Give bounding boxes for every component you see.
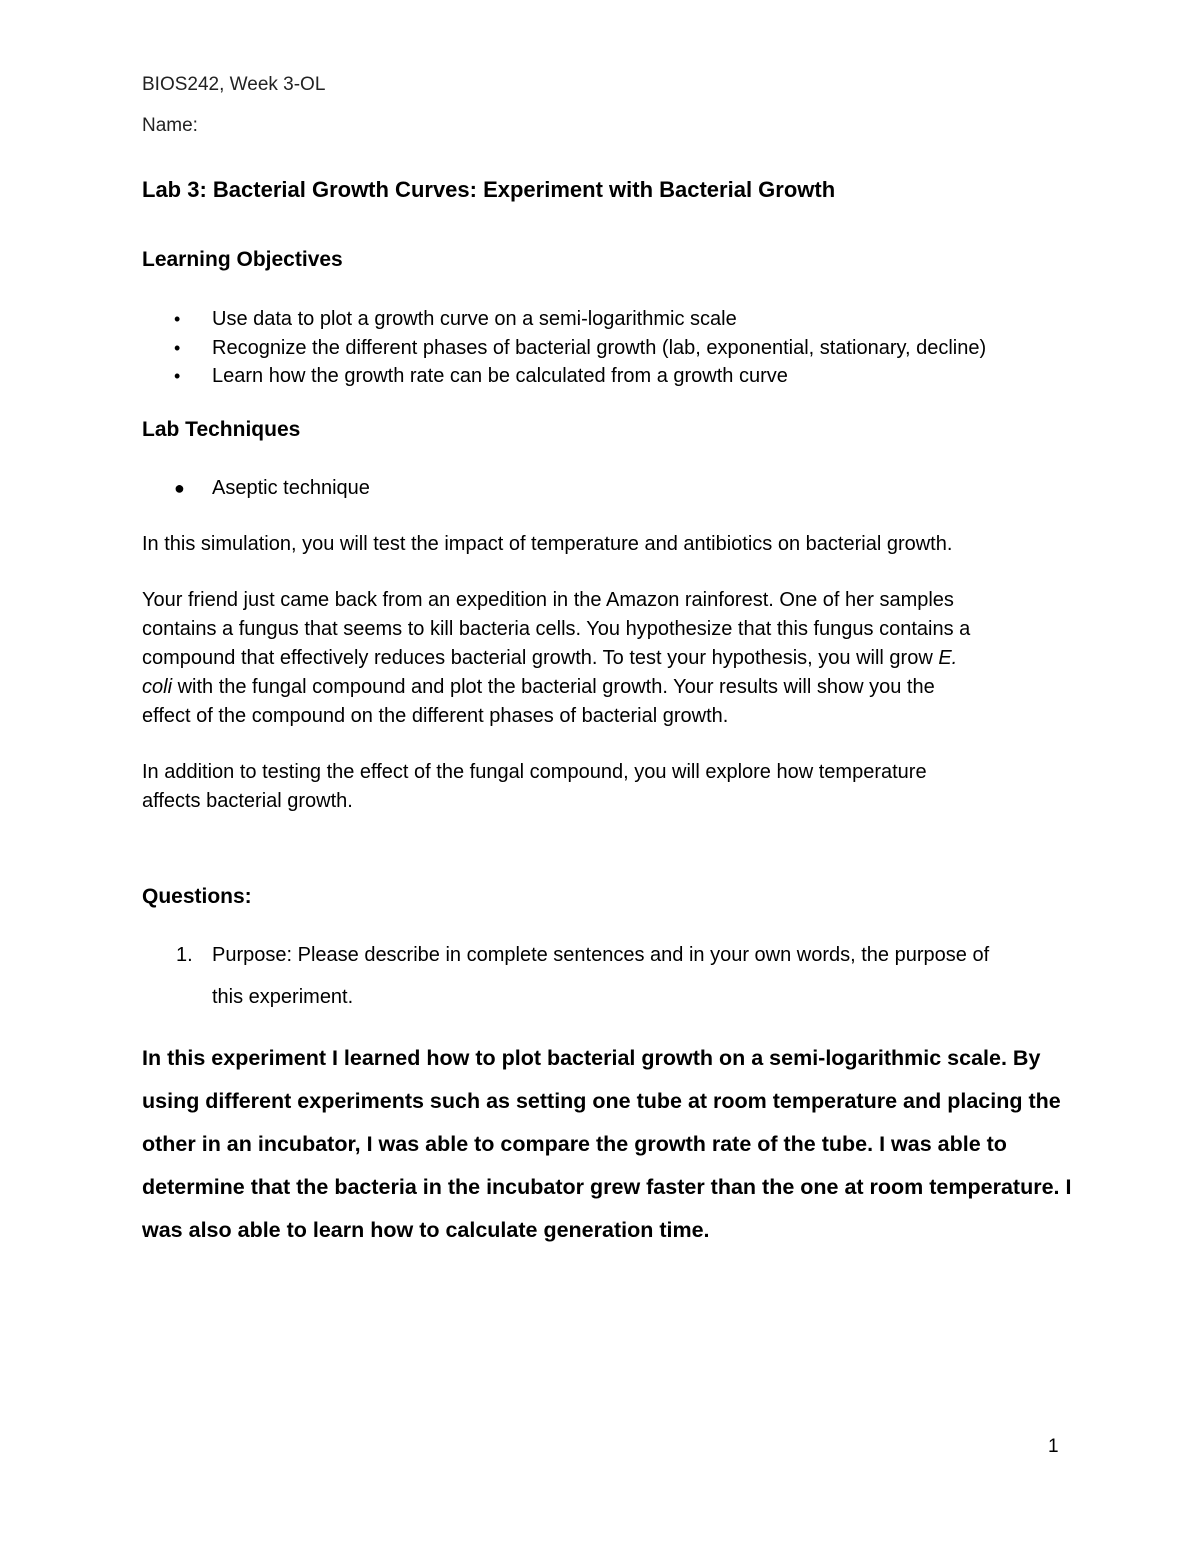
name-label: Name: <box>142 115 198 136</box>
list-item <box>142 474 370 503</box>
answer-line: using different experiments such as setting one tube at room temperature and placing the <box>142 1089 1061 1113</box>
paragraph-text: with the fungal compound and plot the bacterial growth. Your results will show you the <box>172 676 935 698</box>
list-item <box>142 362 986 391</box>
scenario-paragraph <box>142 586 1072 731</box>
questions-heading: Questions: <box>142 885 252 908</box>
list-item <box>142 305 986 334</box>
answer-paragraph <box>142 1037 1082 1252</box>
intro-paragraph <box>142 530 1072 559</box>
paragraph-line: contains a fungus that seems to kill bacteria cells. You hypothesize that this fungus contains a <box>142 618 971 640</box>
learning-objectives-heading: Learning Objectives <box>142 248 343 271</box>
lab-techniques-list <box>142 474 370 503</box>
list-item <box>142 334 986 363</box>
paragraph-text: compound that effectively reduces bacterial growth. To test your hypothesis, you will grow <box>142 647 939 669</box>
course-header: BIOS242, Week 3-OL <box>142 74 326 95</box>
paragraph-line: In addition to testing the effect of the fungal compound, you will explore how temperature <box>142 761 927 783</box>
answer-line: In this experiment I learned how to plot bacterial growth on a semi-logarithmic scale. By <box>142 1046 1041 1070</box>
bullet-icon: • <box>174 309 181 329</box>
species-name: coli <box>142 676 173 698</box>
question-line: Purpose: Please describe in complete sentences and in your own words, the purpose of <box>212 944 990 966</box>
list-item-text: Learn how the growth rate can be calculated from a growth curve <box>212 365 788 387</box>
species-genus-initial: E. <box>938 647 958 669</box>
paragraph-line <box>142 673 1072 702</box>
answer-line: other in an incubator, I was able to compare the growth rate of the tube. I was able to <box>142 1132 1007 1156</box>
paragraph-line: effect of the compound on the different phases of bacterial growth. <box>142 705 729 727</box>
addition-paragraph <box>142 758 1072 816</box>
question-number: 1. <box>176 944 193 966</box>
paragraph-line: affects bacterial growth. <box>142 790 353 812</box>
list-item-text: Use data to plot a growth curve on a semi-logarithmic scale <box>212 308 737 330</box>
bullet-icon: • <box>174 366 181 386</box>
list-item-text: Aseptic technique <box>212 477 370 499</box>
learning-objectives-list <box>142 305 986 391</box>
lab-techniques-heading: Lab Techniques <box>142 418 301 441</box>
answer-line: was also able to learn how to calculate generation time. <box>142 1218 710 1242</box>
paragraph-line: In this simulation, you will test the impact of temperature and antibiotics on bacterial growth. <box>142 533 953 555</box>
page-title: Lab 3: Bacterial Growth Curves: Experiment with Bacterial Growth <box>142 177 836 202</box>
paragraph-line: Your friend just came back from an expedition in the Amazon rainforest. One of her samples <box>142 589 954 611</box>
bullet-icon: • <box>174 337 181 358</box>
bullet-icon: ● <box>174 478 185 498</box>
paragraph-line <box>142 644 1072 673</box>
answer-line: determine that the bacteria in the incubator grew faster than the one at room temperature. I <box>142 1175 1072 1199</box>
list-item-text: Recognize the different phases of bacterial growth (lab, exponential, stationary, decline) <box>212 336 987 359</box>
page-number: 1 <box>1048 1436 1059 1457</box>
question-line: this experiment. <box>212 986 354 1008</box>
